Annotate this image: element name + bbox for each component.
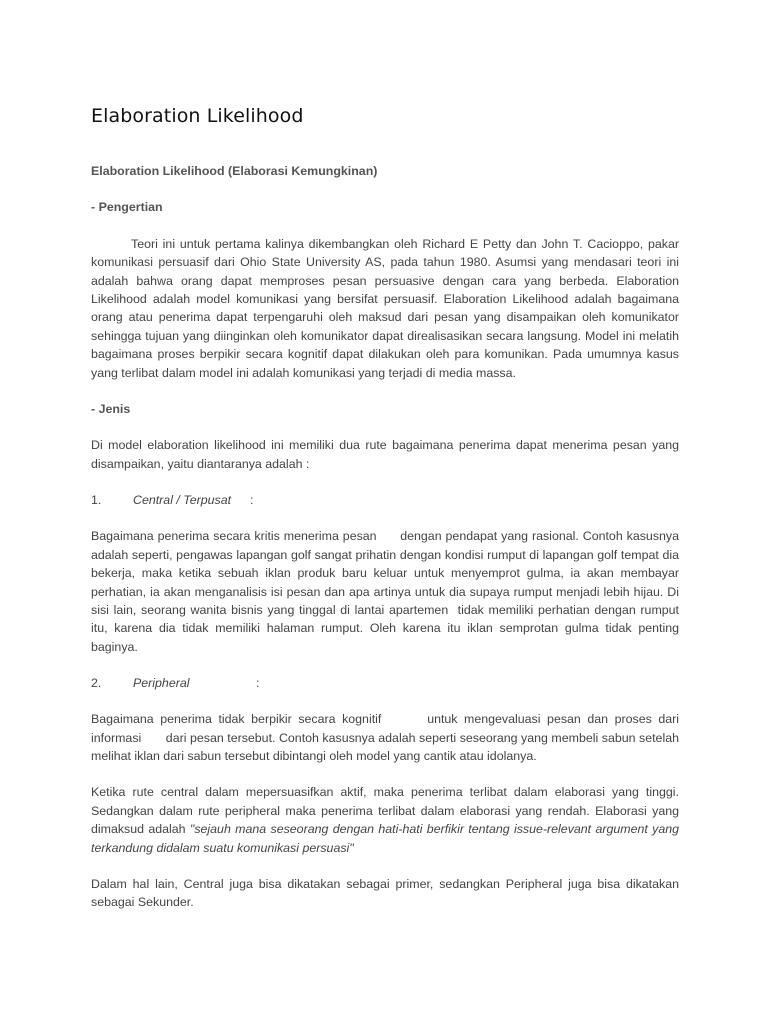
list-item-central — [91, 491, 679, 509]
paragraph-rute — [91, 783, 679, 857]
paragraph-rute-quote: "sejauh mana seseorang dengan hati-hati berfikir tentang issue-relevant argument yang terkandung didalam suatu komunikasi persuasi" — [91, 822, 680, 855]
paragraph-jenis: Di model elaboration likelihood ini memiliki dua rute bagaimana penerima dapat menerima pesan yang disampaikan, yaitu diantaranya adalah : — [91, 438, 679, 471]
document-title: Elaboration Likelihood — [91, 105, 304, 127]
list-colon: : — [256, 676, 260, 691]
paragraph-central: Bagaimana penerima secara kritis menerima pesan dengan pendapat yang rasional. Contoh kasusnya adalah seperti, pengawas lapangan golf sangat prihatin dengan kondisi rumput di lapangan golf tempat dia bekerja, maka ketika sebuah iklan produk baru keluar untuk menyemprot gulma, ia akan membayar perhatian, ia akan menganalisis isi pesan dan apa artinya untuk dia supaya rumput menjadi lebih hijau. Di sisi lain, seorang wanita bisnis yang tinggal di lantai apartemen tidak memiliki perhatian dengan rumput itu, karena dia tidak memiliki halaman rumput. Oleh karena itu iklan semprotan gulma tidak penting baginya. — [91, 529, 679, 654]
list-number: 1. — [91, 493, 102, 508]
section-heading: Elaboration Likelihood (Elaborasi Kemungkinan) — [91, 164, 378, 178]
list-number: 2. — [91, 676, 102, 691]
document-content — [91, 103, 679, 930]
section-pengertian-heading: - Pengertian — [91, 200, 163, 215]
paragraph-akhir: Dalam hal lain, Central juga bisa dikatakan sebagai primer, sedangkan Peripheral juga bisa dikatakan sebagai Sekunder. — [91, 876, 679, 910]
list-label-peripheral: Peripheral — [133, 676, 190, 691]
list-item-peripheral — [91, 674, 679, 692]
paragraph-peripheral: Bagaimana penerima tidak berpikir secara kognitif untuk mengevaluasi pesan dan proses dari informasi dari pesan tersebut. Contoh kasusnya adalah seperti seseorang yang membeli sabun setelah melihat iklan dari sabun tersebut dibintangi oleh model yang cantik atau idolanya. — [91, 712, 679, 763]
list-colon: : — [250, 493, 254, 508]
section-jenis-heading: - Jenis — [91, 402, 131, 417]
list-label-central: Central / Terpusat — [133, 493, 232, 508]
paragraph-pengertian: Teori ini untuk pertama kalinya dikembangkan oleh Richard E Petty dan John T. Cacioppo, pakar komunikasi persuasif dari Ohio State University AS, pada tahun 1980. Asumsi yang mendasari teori ini adalah bahwa orang dapat memproses pesan persuasive dengan cara yang berbeda. Elaboration Likelihood adalah model komunikasi yang bersifat persuasif. Elaboration Likelihood adalah bagaimana orang atau penerima dapat terpengaruhi oleh maksud dari pesan yang disampaikan oleh komunikator sehingga tujuan yang diinginkan oleh komunikator dapat direalisasikan secara langsung. Model ini melatih bagaimana proses berpikir secara kognitif dapat dilakukan oleh para komunikan. Pada umumnya kasus yang terlibat dalam model ini adalah komunikasi yang terjadi di media massa. — [91, 236, 679, 380]
paragraph-rute-text: Ketika rute central dalam mepersuasifkan aktif, maka penerima terlibat dalam elaborasi yang tinggi. Sedangkan dalam rute peripheral maka penerima terlibat dalam elaborasi yang rendah. Elaborasi yang dimaksud adalah — [91, 785, 679, 837]
